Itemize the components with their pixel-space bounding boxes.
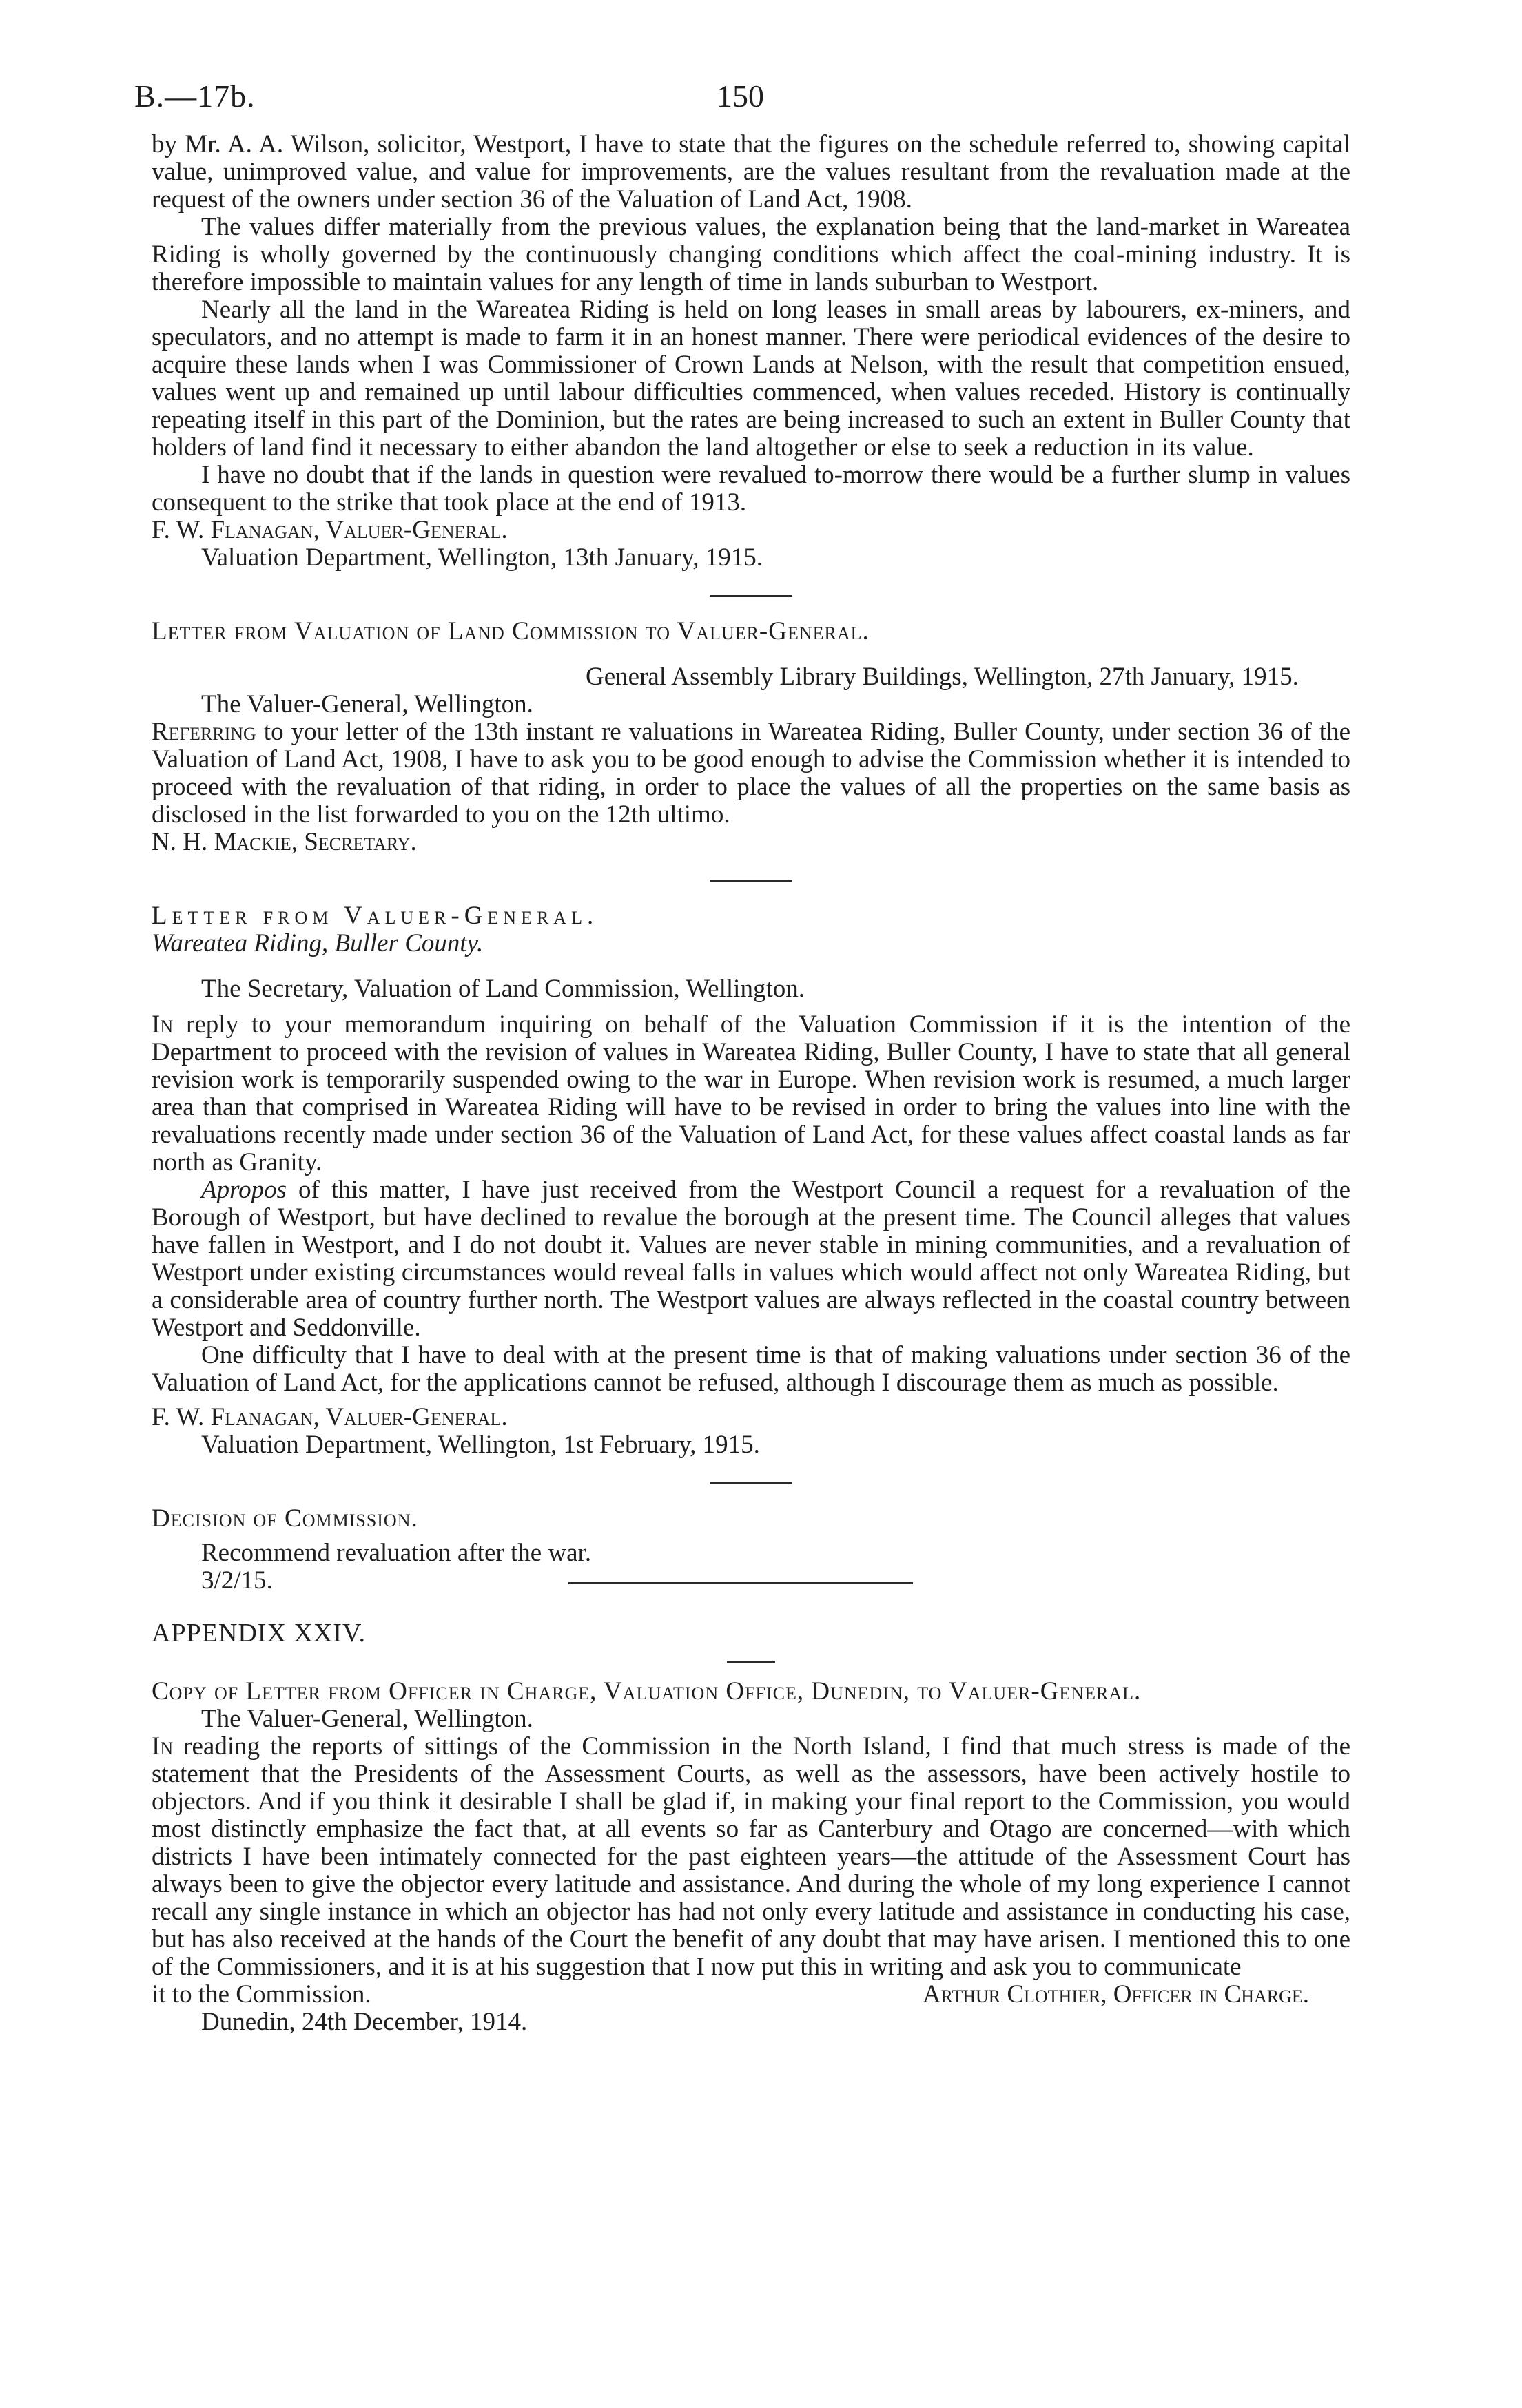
letter-recipient: The Secretary, Valuation of Land Commission, Wellington. bbox=[201, 975, 805, 1003]
letter-text: reading the reports of sittings of the Commission in the North Island, I find that much stress is made of the statement that the Presidents of the Assessment Courts, as well as the assessors, have been actively hostile to objectors. And if you think it desirable I shall be glad if, in making your final report to the Commission, you would most distinctly emphasize the fact that, at all events so far as Canterbury and Otago are concerned—with which districts I have been intimately connected for the past eighteen years—the attitude of the Assessment Court has always been to give the objector every latitude and assistance. And during the whole of my long experience I cannot recall any single instance in which an objector has had not only every latitude and assistance in conducting his case, but has also received at the hands of the Court the benefit of any doubt that may have arisen. I mentioned this to one of the Commissioners, and it is at his suggestion that I now put this in writing and ask you to communicate bbox=[152, 1732, 1350, 1981]
closing-text: it to the Commission. bbox=[152, 1980, 371, 2009]
letter-body bbox=[152, 1733, 1350, 1981]
page-number: 150 bbox=[717, 79, 764, 114]
section-title: Letter from Valuer-General. bbox=[152, 902, 599, 930]
decision-text: Recommend revaluation after the war. bbox=[201, 1539, 592, 1567]
document-page bbox=[134, 79, 1350, 2036]
apropos-text: of this matter, I have just received from the Westport Council a request for a revaluation of the Borough of Westport, but have declined to revalue the borough at the present time. The Council alleges that values have fallen in Westport, and I do not doubt it. Values are never stable in mining communities, and a revaluation of Westport under existing circumstances would reveal falls in values which would affect not only Wareatea Riding, but a considerable area of country further north. The Westport values are always reflected in the coastal country between Westport and Seddonville. bbox=[152, 1176, 1350, 1342]
paragraph bbox=[152, 1176, 1350, 1342]
signature: N. H. Mackie, Secretary. bbox=[152, 828, 417, 856]
letter-text: reply to your memorandum inquiring on behalf of the Valuation Commission if it is the intention of the Department to proceed with the revision of values in Wareatea Riding, Buller County, I have to state that all general revision work is temporarily suspended owing to the war in Europe. When revision work is resumed, a much larger area than that comprised in Wareatea Riding will have to be revised in order to bring the values into line with the revaluations recently made under section 36 of the Valuation of Land Act, for these values affect coastal lands as far north as Granity. bbox=[152, 1010, 1350, 1176]
appendix-title: APPENDIX XXIV. bbox=[152, 1619, 366, 1648]
letter-body bbox=[152, 1011, 1350, 1176]
letter-recipient: The Valuer-General, Wellington. bbox=[201, 1705, 533, 1733]
dateline: Dunedin, 24th December, 1914. bbox=[201, 2008, 528, 2036]
page-header bbox=[134, 79, 1350, 131]
section-title: Copy of Letter from Officer in Charge, Valuation Office, Dunedin, to Valuer-General. bbox=[152, 1677, 1142, 1705]
section-divider bbox=[710, 595, 792, 597]
signature: Arthur Clothier, Officer in Charge. bbox=[922, 1980, 1309, 2009]
letter-text: to your letter of the 13th instant re valuations in Wareatea Riding, Buller County, under section 36 of the Valuation of Land Act, 1908, I have to ask you to be good enough to advise the Commission whether it is intended to proceed with the revaluation of that riding, in order to place the values of all the properties on the same basis as disclosed in the list forwarded to you on the 12th ultimo. bbox=[152, 718, 1350, 829]
signature: F. W. Flanagan, Valuer-General. bbox=[152, 516, 508, 544]
lead-word: In bbox=[152, 1010, 174, 1039]
apropos-word: Apropos bbox=[201, 1176, 287, 1204]
letter-body bbox=[152, 718, 1350, 829]
section-title: Letter from Valuation of Land Commission to Valuer-General. bbox=[152, 617, 870, 645]
lead-word: In bbox=[152, 1732, 174, 1761]
paragraph: Nearly all the land in the Wareatea Riding is held on long leases in small areas by labourers, ex-miners, and speculators, and no attempt is made to farm it in an honest manner. There were periodical evidences of the desire to acquire these lands when I was Commissioner of Crown Lands at Nelson, with the result that competition ensued, values went up and remained up until labour difficulties commenced, when values receded. History is continually repeating itself in this part of the Dominion, but the rates are being increased to such an extent in Buller County that holders of land find it necessary to either abandon the land altogether or else to seek a reduction in its value. bbox=[152, 295, 1350, 461]
letter-recipient: The Valuer-General, Wellington. bbox=[201, 690, 533, 718]
section-divider bbox=[568, 1582, 913, 1584]
section-divider bbox=[727, 1661, 775, 1663]
paragraph: The values differ materially from the previous values, the explanation being that the land-market in Wareatea Riding is wholly governed by the continuously changing conditions which affect the coal-mining industry. It is therefore impossible to maintain values for any length of time in lands suburban to Westport. bbox=[152, 213, 1350, 296]
dateline: Valuation Department, Wellington, 13th January, 1915. bbox=[201, 543, 763, 572]
closing-line bbox=[152, 1981, 1350, 2009]
dateline: Valuation Department, Wellington, 1st February, 1915. bbox=[201, 1431, 760, 1459]
paragraph: I have no doubt that if the lands in question were revalued to-morrow there would be a further slump in values consequent to the strike that took place at the end of 1913. bbox=[152, 461, 1350, 517]
signature: F. W. Flanagan, Valuer-General. bbox=[152, 1403, 508, 1431]
paragraph: One difficulty that I have to deal with at the present time is that of making valuations under section 36 of the Valuation of Land Act, for the applications cannot be refused, although I discourage them as much as possible. bbox=[152, 1341, 1350, 1397]
paragraph: by Mr. A. A. Wilson, solicitor, Westport, I have to state that the figures on the schedule referred to, showing capital value, unimproved value, and value for improvements, are the values resultant from the revaluation made at the request of the owners under section 36 of the Valuation of Land Act, 1908. bbox=[152, 130, 1350, 214]
letter-address: General Assembly Library Buildings, Wellington, 27th January, 1915. bbox=[586, 663, 1299, 691]
lead-word: Referring bbox=[152, 718, 256, 746]
section-divider bbox=[710, 880, 792, 882]
decision-date: 3/2/15. bbox=[201, 1566, 273, 1595]
section-divider bbox=[710, 1482, 792, 1484]
section-title: Decision of Commission. bbox=[152, 1504, 418, 1533]
series-code: B.—17b. bbox=[134, 79, 256, 114]
decision-date-row bbox=[152, 1567, 1350, 1595]
section-subtitle: Wareatea Riding, Buller County. bbox=[152, 929, 484, 957]
